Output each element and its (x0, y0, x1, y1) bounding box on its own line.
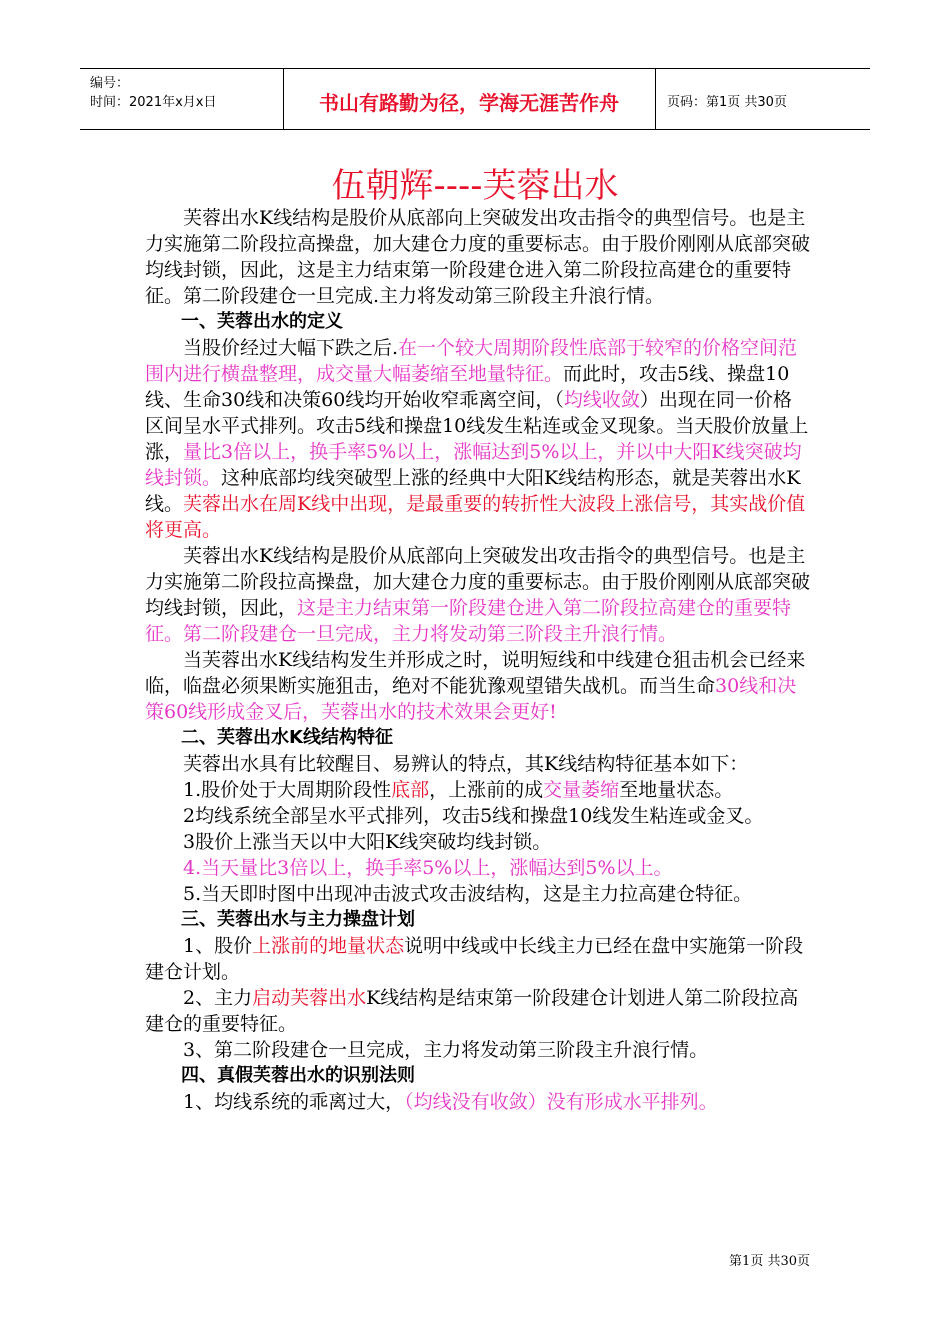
page-code: 页码：第1页 共30页 (667, 95, 787, 110)
text-run: 至地量状态。 (619, 779, 734, 801)
text-run: 当芙蓉出水K线结构发生并形成之时，说明短线和中线建仓狙击机会已经来临，临盘必须果断实施狙击，绝对不能犹豫观望错失战机。而当生命 (145, 649, 806, 697)
plan-item (145, 985, 810, 1037)
highlight-run: 30线和决策60线形成金叉后，芙蓉出水的技术效果会更好! (145, 675, 797, 723)
plan-item: 3、第二阶段建仓一旦完成，主力将发动第三阶段主升浪行情。 (183, 1039, 709, 1061)
feature-item: 3股价上涨当天以中大阳K线突破均线封锁。 (183, 831, 552, 853)
feature-item: 2均线系统全部呈水平式排列，攻击5线和操盘10线发生粘连或金叉。 (183, 805, 764, 827)
section-heading-1: 一、芙蓉出水的定义 (181, 311, 343, 332)
section-heading-4: 四、真假芙蓉出水的识别法则 (181, 1065, 415, 1086)
text-run: 这种底部均线突破型上涨的经典中大阳K线结构形态，就是芙蓉出水K线。 (145, 467, 801, 515)
text-run: 1、股价 (183, 935, 253, 957)
features-intro: 芙蓉出水具有比较醒目、易辨认的特点，其K线结构特征基本如下： (183, 753, 749, 775)
text-run: 当股价经过大幅下跌之后. (183, 337, 399, 359)
highlight-run: 量比3倍以上，换手率5%以上，涨幅达到5%以上，并以中大阳K线突破均线封锁。 (145, 441, 802, 489)
text-run: ）出现在同一价格区间呈水平式排列。攻击5线和操盘10线发生粘连或金叉现象。当天股价放量上涨， (145, 389, 809, 463)
highlight-run: 交量萎缩 (543, 779, 620, 801)
feature-item (145, 777, 810, 803)
text-run: ，上涨前的成 (429, 779, 544, 801)
feature-item: 5.当天即时图中出现冲击波式攻击波结构，这是主力拉高建仓特征。 (183, 883, 753, 905)
text-run: 芙蓉出水K线结构是股价从底部向上突破发出攻击指令的典型信号。也是主力实施第二阶段拉高操盘，加大建仓力度的重要标志。由于股价刚刚从底部突破均线封锁，因此， (145, 545, 811, 619)
text-run: 2、主力 (183, 987, 253, 1009)
document-body (145, 205, 810, 1115)
intro-paragraph (145, 205, 810, 309)
definition-paragraph (145, 335, 810, 543)
highlight-run: 这是主力结束第一阶段建仓进入第二阶段拉高建仓的重要特征。第二阶段建仓一旦完成，主力将发动第三阶段主升浪行情。 (145, 597, 792, 645)
text-run: 而此时，攻击5线、操盘10线、生命30线和决策60线均开始收窄乖离空间，（ (145, 363, 790, 411)
number-label: 编号： (90, 76, 130, 91)
section-heading-2: 二、芙蓉出水K线结构特征 (181, 727, 393, 748)
emphasis-run: 芙蓉出水在周K线中出现，是最重要的转折性大波段上涨信号，其实战价值将更高。 (145, 493, 806, 541)
highlight-run: （均线没有收敛）没有形成水平排列。 (404, 1091, 718, 1113)
text-run: 说明中线或中长线主力已经在盘中实施第一阶段建仓计划。 (145, 935, 804, 983)
plan-item (145, 933, 810, 985)
sniping-paragraph (145, 647, 810, 725)
section-heading-3: 三、芙蓉出水与主力操盘计划 (181, 909, 415, 930)
header-info-cell (80, 69, 284, 129)
intro-text: 芙蓉出水K线结构是股价从底部向上突破发出攻击指令的典型信号。也是主力实施第二阶段拉高操盘，加大建仓力度的重要标志。由于股价刚刚从底部突破均线封锁，因此，这是主力结束第一阶段建仓进入第二阶段拉高建仓的重要特征。第二阶段建仓一旦完成.主力将发动第三阶段主升浪行情。 (145, 207, 811, 307)
document-title: 伍朝辉----芙蓉出水 (331, 166, 619, 206)
emphasis-run: 上涨前的地量状态 (252, 935, 405, 957)
text-run: K线结构是结束第一阶段建仓计划进人第二阶段拉高建仓的重要特征。 (145, 987, 799, 1035)
page-footer: 第1页 共30页 (729, 1254, 810, 1269)
highlight-run: 均线收敛 (563, 389, 640, 411)
header-page-cell (655, 69, 870, 129)
repeat-paragraph (145, 543, 810, 647)
header-motto-cell (283, 69, 656, 129)
emphasis-run: 底部 (391, 779, 430, 801)
rule-item (145, 1089, 810, 1115)
document-header (80, 68, 870, 130)
motto: 书山有路勤为径，学海无涯苦作舟 (319, 91, 619, 115)
highlight-run: 在一个较大周期阶段性底部于较窄的价格空间范围内进行横盘整理，成交量大幅萎缩至地量特征。 (145, 337, 798, 385)
text-run: 1.股价处于大周期阶段性 (183, 779, 392, 801)
text-run: 1、均线系统的乖离过大， (183, 1091, 405, 1113)
feature-item: 4.当天量比3倍以上，换手率5%以上，涨幅达到5%以上。 (183, 857, 673, 879)
time-label: 时间：2021年x月x日 (90, 95, 217, 110)
emphasis-run: 启动芙蓉出水 (252, 987, 367, 1009)
